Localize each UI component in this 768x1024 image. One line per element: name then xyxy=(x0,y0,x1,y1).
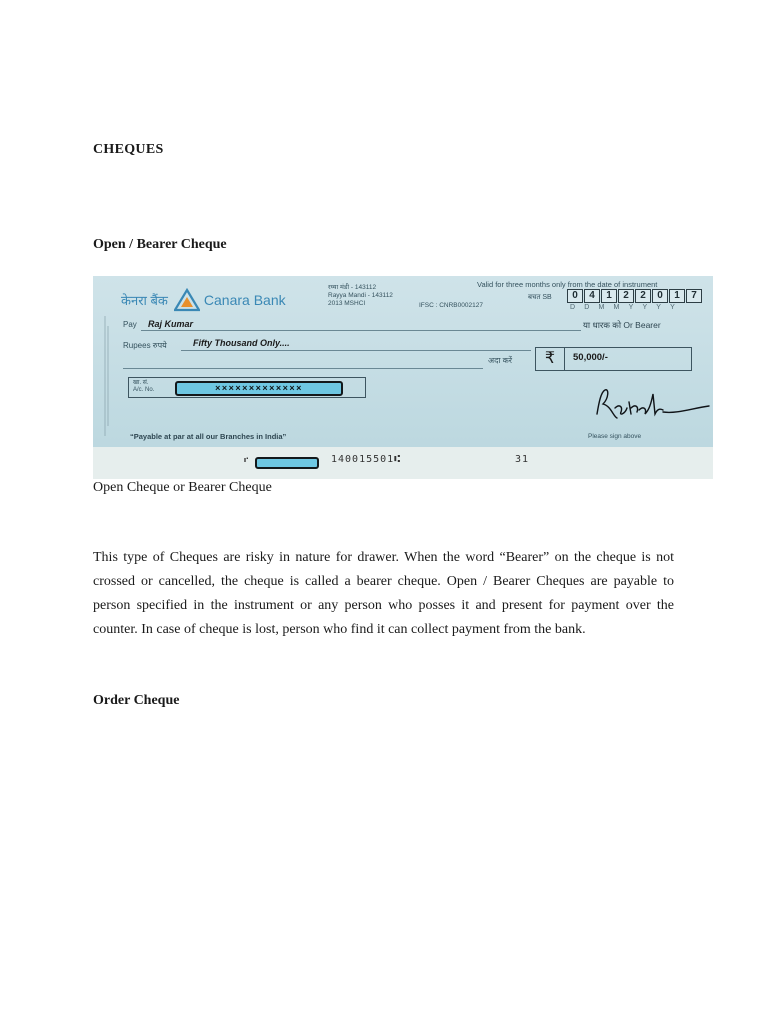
sign-label: Please sign above xyxy=(588,433,642,440)
image-caption: Open Cheque or Bearer Cheque xyxy=(93,480,272,495)
or-bearer-label: या धारक को Or Bearer xyxy=(583,320,661,330)
account-label-line: खा. सं. xyxy=(133,380,149,386)
page-title: CHEQUES xyxy=(93,142,164,157)
validity-note: Valid for three months only from the date of instrument xyxy=(477,280,658,289)
amount-in-words: Fifty Thousand Only.... xyxy=(193,338,290,348)
pay-line xyxy=(141,330,581,331)
account-label xyxy=(133,380,154,394)
branch-line: Rayya Mandi - 143112 xyxy=(328,292,393,299)
bank-name-hindi: केनरा बैंक xyxy=(121,293,168,308)
payable-at-par-note: “Payable at par at all our Branches in India” xyxy=(130,432,287,441)
account-label-line: A/c. No. xyxy=(133,387,155,393)
pay-label: Pay xyxy=(123,320,137,329)
date-digit: 7 xyxy=(686,289,702,303)
rupees-line xyxy=(181,350,531,351)
vertical-microprint-strip xyxy=(101,316,113,436)
rupees-label: Rupees रुपये xyxy=(123,341,167,350)
cheque-image xyxy=(93,276,713,479)
bank-logo xyxy=(121,285,286,315)
payee-name: Raj Kumar xyxy=(148,319,194,329)
date-digit: 0 xyxy=(652,289,668,303)
branch-line: रय्या मंडी - 143112 xyxy=(328,284,377,291)
rupees-line-2 xyxy=(123,368,483,369)
micr-prefix: ⑈ xyxy=(244,457,249,464)
micr-suffix: 31 xyxy=(515,454,530,465)
masked-account-number: ××××××××××××× xyxy=(175,381,343,396)
rupee-symbol: ₹ xyxy=(536,348,565,370)
drawer-signature xyxy=(593,384,711,424)
date-digit: 2 xyxy=(635,289,651,303)
date-digit: 1 xyxy=(669,289,685,303)
date-digit: 2 xyxy=(618,289,634,303)
amount-figures: 50,000/- xyxy=(573,352,608,363)
account-number-box xyxy=(128,377,366,398)
branch-line: 2013 MSHCI xyxy=(328,300,366,307)
bank-name: Canara Bank xyxy=(203,292,286,308)
date-digit: 0 xyxy=(567,289,583,303)
micr-number: 140015501⑆ xyxy=(331,454,402,465)
masked-cheque-number xyxy=(255,457,319,469)
date-digit: 1 xyxy=(601,289,617,303)
date-format: DDMMYYYY xyxy=(570,304,685,311)
amount-box xyxy=(535,347,692,371)
branch-address xyxy=(328,284,393,308)
ada-karen-label: अदा करें xyxy=(488,356,513,365)
account-type: बचत SB xyxy=(528,294,552,301)
micr-band xyxy=(93,447,713,479)
body-paragraph: This type of Cheques are risky in nature for drawer. When the word “Bearer” on the cheque is not crossed or cancelled, the cheque is called a bearer cheque. Open / Bearer Cheques are payable to person specified in the instrument or any person who posses it and present for payment over the counter. In case of cheque is lost, person who find it can collect payment from the bank. xyxy=(93,550,674,637)
date-digit: 4 xyxy=(584,289,600,303)
section-heading-open-bearer-cheque: Open / Bearer Cheque xyxy=(93,237,227,252)
ifsc-code: IFSC : CNRB0002127 xyxy=(419,302,483,309)
section-heading-order-cheque: Order Cheque xyxy=(93,693,180,708)
date-boxes xyxy=(567,289,703,303)
canara-triangle-icon xyxy=(174,288,200,312)
